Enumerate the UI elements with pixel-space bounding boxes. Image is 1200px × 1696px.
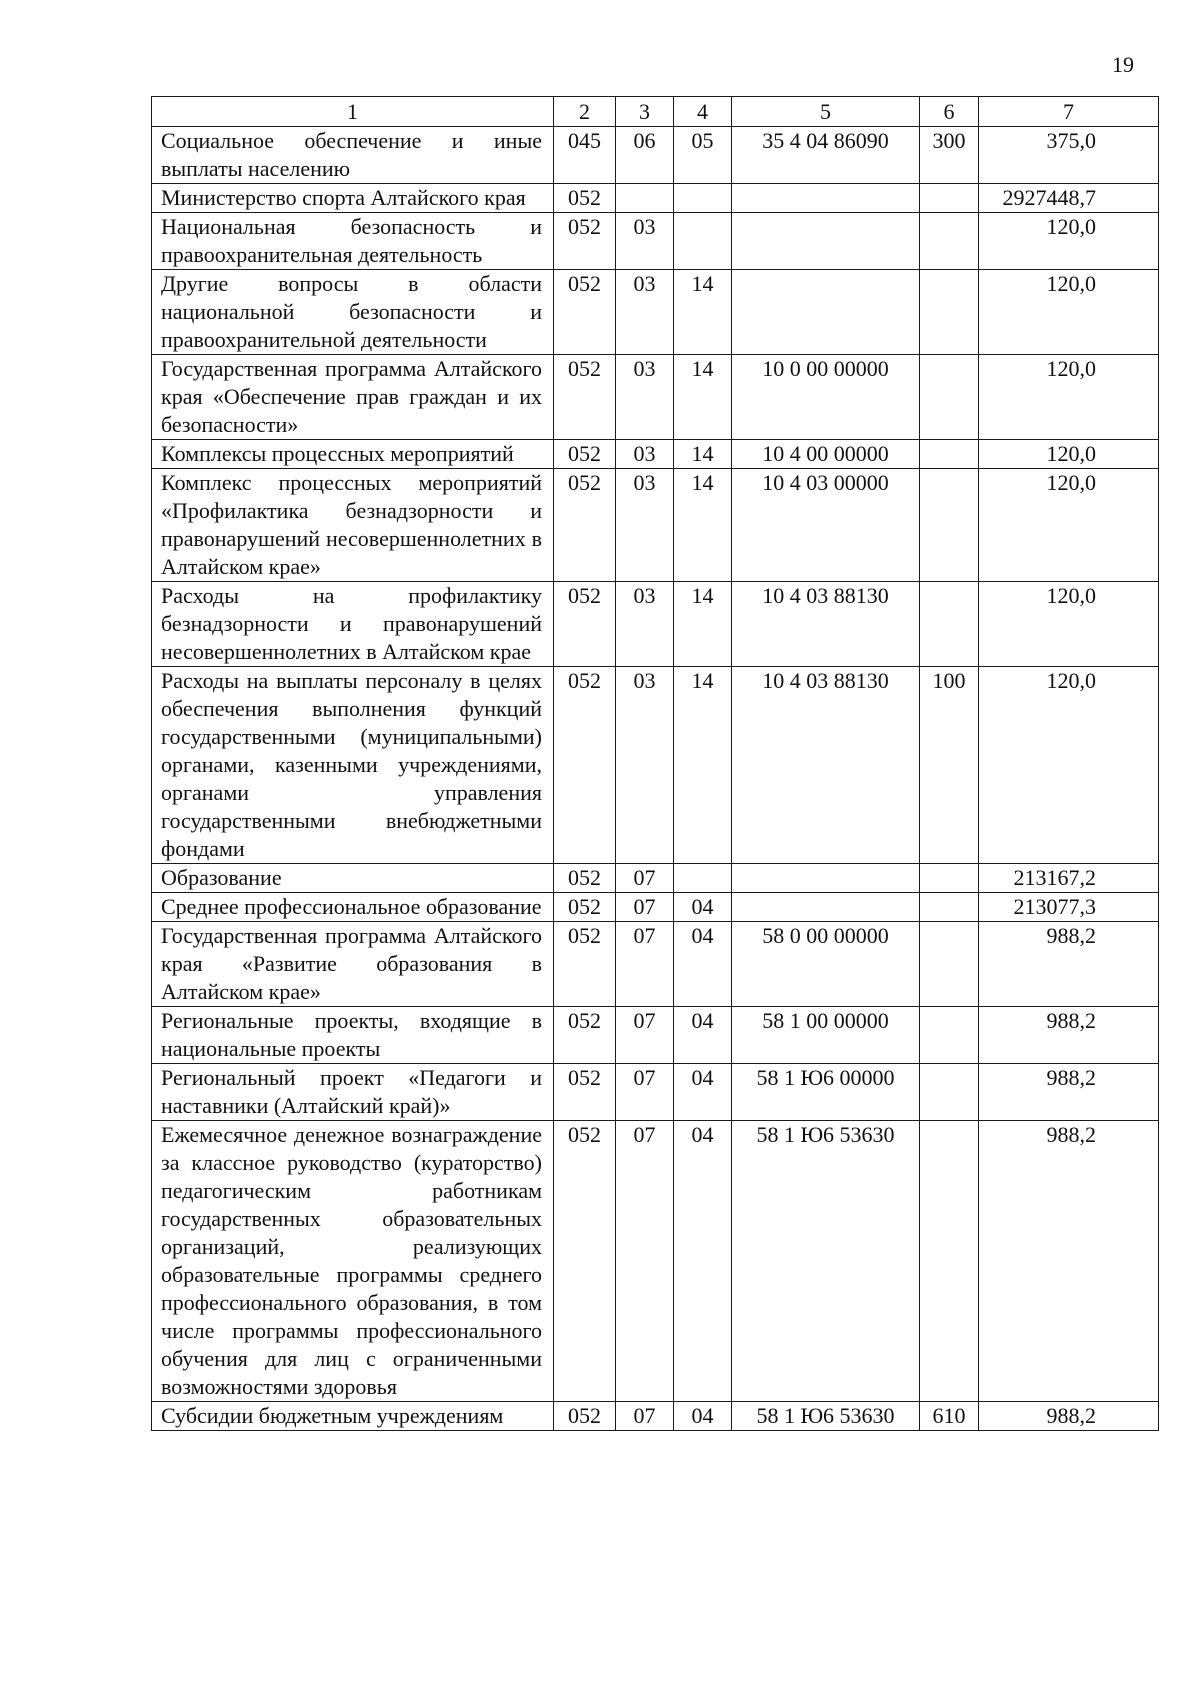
row-code-cell: 045: [554, 127, 616, 184]
row-subsection-cell: 04: [674, 1064, 732, 1121]
column-header: 3: [616, 97, 674, 127]
row-subsection-cell: [674, 184, 732, 213]
row-name-cell: Среднее профессиональное образование: [152, 893, 554, 922]
row-expense-type-cell: 100: [920, 667, 979, 864]
row-target-cell: 58 1 Ю6 53630: [732, 1402, 920, 1431]
row-expense-type-cell: 610: [920, 1402, 979, 1431]
column-header: 2: [554, 97, 616, 127]
row-name-cell: Комплексы процессных мероприятий: [152, 440, 554, 469]
row-expense-type-cell: [920, 440, 979, 469]
row-target-cell: 10 0 00 00000: [732, 355, 920, 440]
row-subsection-cell: 14: [674, 667, 732, 864]
row-target-cell: [732, 270, 920, 355]
row-section-cell: 07: [616, 864, 674, 893]
table-row: [152, 667, 1159, 864]
row-amount-cell: 988,2: [979, 922, 1159, 1007]
row-section-cell: 06: [616, 127, 674, 184]
row-subsection-cell: 14: [674, 582, 732, 667]
row-target-cell: 58 0 00 00000: [732, 922, 920, 1007]
row-subsection-cell: 14: [674, 440, 732, 469]
table-row: [152, 1402, 1159, 1431]
table-row: [152, 922, 1159, 1007]
row-amount-cell: 988,2: [979, 1121, 1159, 1402]
row-expense-type-cell: [920, 1121, 979, 1402]
row-target-cell: [732, 213, 920, 270]
table-row: [152, 1007, 1159, 1064]
row-section-cell: 03: [616, 440, 674, 469]
row-section-cell: 07: [616, 1121, 674, 1402]
row-expense-type-cell: [920, 922, 979, 1007]
row-code-cell: 052: [554, 469, 616, 582]
row-code-cell: 052: [554, 184, 616, 213]
row-subsection-cell: 04: [674, 893, 732, 922]
row-name-cell: Субсидии бюджетным учреждениям: [152, 1402, 554, 1431]
row-expense-type-cell: [920, 864, 979, 893]
row-code-cell: 052: [554, 893, 616, 922]
column-header: 5: [732, 97, 920, 127]
row-section-cell: 07: [616, 1064, 674, 1121]
row-target-cell: 58 1 Ю6 53630: [732, 1121, 920, 1402]
row-amount-cell: 120,0: [979, 270, 1159, 355]
row-amount-cell: 988,2: [979, 1007, 1159, 1064]
row-subsection-cell: 05: [674, 127, 732, 184]
row-section-cell: 03: [616, 582, 674, 667]
row-amount-cell: 213167,2: [979, 864, 1159, 893]
row-section-cell: 03: [616, 270, 674, 355]
row-subsection-cell: 04: [674, 1121, 732, 1402]
row-amount-cell: 375,0: [979, 127, 1159, 184]
row-name-cell: Министерство спорта Алтайского края: [152, 184, 554, 213]
row-target-cell: 10 4 03 00000: [732, 469, 920, 582]
row-code-cell: 052: [554, 864, 616, 893]
table-row: [152, 270, 1159, 355]
row-section-cell: 03: [616, 469, 674, 582]
row-section-cell: 07: [616, 1402, 674, 1431]
column-header: 4: [674, 97, 732, 127]
row-expense-type-cell: [920, 184, 979, 213]
row-code-cell: 052: [554, 582, 616, 667]
row-name-cell: Региональный проект «Педагоги и наставники (Алтайский край)»: [152, 1064, 554, 1121]
row-expense-type-cell: [920, 1064, 979, 1121]
row-target-cell: 10 4 03 88130: [732, 667, 920, 864]
row-expense-type-cell: 300: [920, 127, 979, 184]
row-code-cell: 052: [554, 1121, 616, 1402]
table-row: [152, 1064, 1159, 1121]
page-number: 19: [1112, 52, 1134, 77]
table-row: [152, 440, 1159, 469]
table-row: [152, 582, 1159, 667]
table-header-row: [152, 97, 1159, 127]
row-code-cell: 052: [554, 1064, 616, 1121]
row-name-cell: Государственная программа Алтайского края «Обеспечение прав граждан и их безопасности»: [152, 355, 554, 440]
row-subsection-cell: 04: [674, 1007, 732, 1064]
row-code-cell: 052: [554, 1402, 616, 1431]
row-code-cell: 052: [554, 440, 616, 469]
table-row: [152, 1121, 1159, 1402]
row-name-cell: Ежемесячное денежное вознаграждение за классное руководство (кураторство) педагогическим работникам государственных образовательных организаций, реализующих образовательные программы среднего профессионального образования, в том числе программы профессионального обучения для лиц с ограниченными возможностями здоровья: [152, 1121, 554, 1402]
table-row: [152, 893, 1159, 922]
row-section-cell: 03: [616, 667, 674, 864]
row-subsection-cell: [674, 864, 732, 893]
row-name-cell: Региональные проекты, входящие в национальные проекты: [152, 1007, 554, 1064]
column-header: 6: [920, 97, 979, 127]
row-subsection-cell: 14: [674, 270, 732, 355]
row-amount-cell: 120,0: [979, 582, 1159, 667]
row-target-cell: 35 4 04 86090: [732, 127, 920, 184]
row-name-cell: Расходы на профилактику безнадзорности и правонарушений несовершеннолетних в Алтайском крае: [152, 582, 554, 667]
row-amount-cell: 988,2: [979, 1064, 1159, 1121]
row-code-cell: 052: [554, 213, 616, 270]
row-amount-cell: 213077,3: [979, 893, 1159, 922]
row-amount-cell: 120,0: [979, 667, 1159, 864]
row-code-cell: 052: [554, 922, 616, 1007]
row-expense-type-cell: [920, 213, 979, 270]
row-target-cell: 58 1 00 00000: [732, 1007, 920, 1064]
row-name-cell: Расходы на выплаты персоналу в целях обеспечения выполнения функций государственными (муниципальными) органами, казенными учреждениями, органами управления государственными внебюджетными фондами: [152, 667, 554, 864]
row-name-cell: Другие вопросы в области национальной безопасности и правоохранительной деятельности: [152, 270, 554, 355]
row-amount-cell: 120,0: [979, 469, 1159, 582]
row-section-cell: 07: [616, 893, 674, 922]
row-name-cell: Комплекс процессных мероприятий «Профилактика безнадзорности и правонарушений несовершеннолетних в Алтайском крае»: [152, 469, 554, 582]
row-subsection-cell: 04: [674, 922, 732, 1007]
row-target-cell: 10 4 03 88130: [732, 582, 920, 667]
row-subsection-cell: 14: [674, 355, 732, 440]
row-target-cell: [732, 893, 920, 922]
row-expense-type-cell: [920, 355, 979, 440]
row-name-cell: Социальное обеспечение и иные выплаты населению: [152, 127, 554, 184]
row-expense-type-cell: [920, 1007, 979, 1064]
row-subsection-cell: 14: [674, 469, 732, 582]
row-amount-cell: 120,0: [979, 355, 1159, 440]
budget-table: [151, 96, 1159, 1431]
table-body: [152, 127, 1159, 1431]
row-amount-cell: 120,0: [979, 213, 1159, 270]
row-amount-cell: 988,2: [979, 1402, 1159, 1431]
row-expense-type-cell: [920, 469, 979, 582]
table-row: [152, 213, 1159, 270]
row-code-cell: 052: [554, 270, 616, 355]
table-row: [152, 355, 1159, 440]
row-expense-type-cell: [920, 270, 979, 355]
row-code-cell: 052: [554, 1007, 616, 1064]
row-section-cell: 07: [616, 1007, 674, 1064]
row-amount-cell: 120,0: [979, 440, 1159, 469]
row-name-cell: Государственная программа Алтайского края «Развитие образования в Алтайском крае»: [152, 922, 554, 1007]
row-target-cell: 10 4 00 00000: [732, 440, 920, 469]
row-target-cell: [732, 184, 920, 213]
row-section-cell: 03: [616, 213, 674, 270]
column-header: 1: [152, 97, 554, 127]
row-code-cell: 052: [554, 667, 616, 864]
row-amount-cell: 2927448,7: [979, 184, 1159, 213]
column-header: 7: [979, 97, 1159, 127]
row-section-cell: 03: [616, 355, 674, 440]
row-name-cell: Образование: [152, 864, 554, 893]
row-subsection-cell: [674, 213, 732, 270]
row-expense-type-cell: [920, 582, 979, 667]
row-code-cell: 052: [554, 355, 616, 440]
row-subsection-cell: 04: [674, 1402, 732, 1431]
row-target-cell: 58 1 Ю6 00000: [732, 1064, 920, 1121]
table-row: [152, 864, 1159, 893]
row-name-cell: Национальная безопасность и правоохранительная деятельность: [152, 213, 554, 270]
row-target-cell: [732, 864, 920, 893]
table-row: [152, 469, 1159, 582]
row-expense-type-cell: [920, 893, 979, 922]
table-row: [152, 127, 1159, 184]
row-section-cell: 07: [616, 922, 674, 1007]
row-section-cell: [616, 184, 674, 213]
table-row: [152, 184, 1159, 213]
